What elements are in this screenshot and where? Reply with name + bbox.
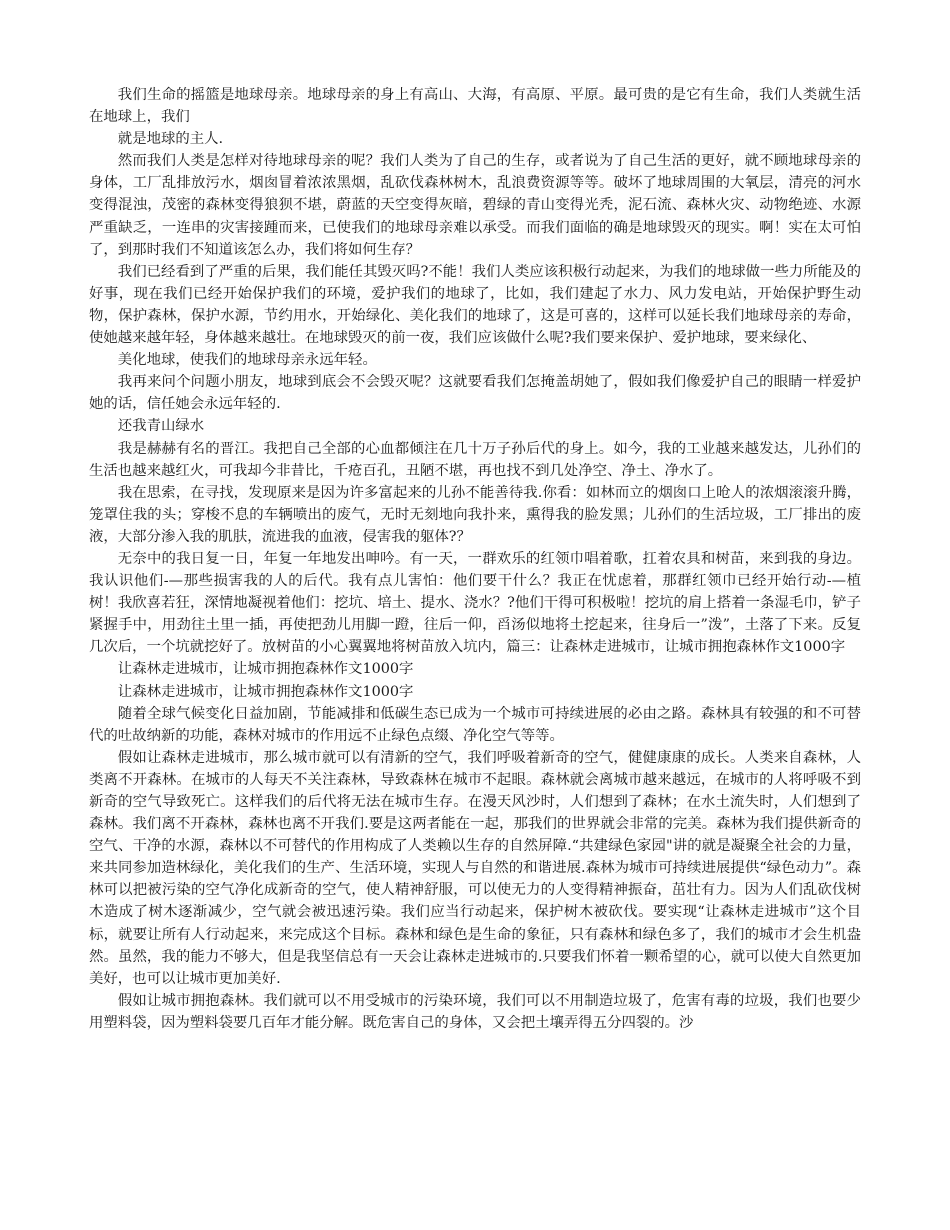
paragraph-forest-into-city: 假如让森林走进城市，那么城市就可以有清新的空气，我们呼吸着新奇的空气，健健康康的成长。人类来自森林，人类离不开森林。在城市的人每天不关注森林，导致森林在城市不起眼。森林就会离城市越来越远，在城市的人将呼吸不到新奇的空气导致死亡。这样我们的后代将无法在城市生存。在漫天风沙时，人们想到了森林；在水土流失时，人们想到了森林。我们离不开森林，森林也离不开我们.要是这两者能在一起，那我们的世界就会非常的完美。森林为我们提供新奇的空气、干净的水源，森林以不可替代的作用构成了人类赖以生存的自然屏障.“共建绿色家园"讲的就是凝聚全社会的力量，来共同参加造林绿化，美化我们的生产、生活环境，实现人与自然的和谐进展.森林为城市可持续进展提供“绿色动力”。森林可以把被污染的空气净化成新奇的空气，使人精神舒服，可以使无力的人变得精神振奋，茁壮有力。因为人们乱砍伐树木造成了树木逐渐减少，空气就会被迅速污染。我们应当行动起来，保护树木被砍伐。要实现“让森林走进城市”这个目标，就要让所有人行动起来，来完成这个目标。森林和绿色是生命的象征，只有森林和绿色多了，我们的城市才会生机盎然。虽然，我的能力不够大，但是我坚信总有一天会让森林走进城市的.只要我们怀着一颗希望的心，就可以使大自然更加美好，也可以让城市更加美好. — [89, 749, 861, 987]
paragraph-jinjiang: 我是赫赫有名的晋江。我把自己全部的心血都倾注在几十万子孙后代的身上。如今，我的工业越来越发达，儿孙们的生活也越来越红火，可我却今非昔比，千疮百孔，丑陋不堪，再也找不到几处净空、净土、净水了。 — [89, 440, 861, 479]
paragraph-earth-master: 就是地球的主人. — [117, 131, 224, 148]
paragraph-pollution: 我在思索，在寻找，发现原来是因为许多富起来的儿孙不能善待我.你看：如林而立的烟囱口上呛人的浓烟滚滚升腾，笼罩住我的头；穿梭不息的车辆喷出的废气，无时无刻地向我扑来，熏得我的脸发黑；儿孙们的生活垃圾，工厂排出的废液，大部分渗入我的肌肤，流进我的血液，侵害我的躯体?？ — [89, 484, 861, 545]
essay-title-2: 让森林走进城市，让城市拥抱森林作文1000字 — [117, 683, 414, 700]
paragraph-beautify-earth: 美化地球，使我们的地球母亲永远年轻。 — [117, 352, 377, 369]
essay-title-1: 让森林走进城市，让城市拥抱森林作文1000字 — [117, 661, 414, 678]
section-title-green-mountains: 还我青山绿水 — [117, 418, 205, 435]
paragraph-take-action: 我们已经看到了严重的后果，我们能任其毁灭吗?不能！我们人类应该积极行动起来，为我们的地球做一些力所能及的好事，现在我们已经开始保护我们的环境，爱护我们的地球了，比如，我们建起了水力、风力发电站，开始保护野生动物，保护森林，保护水源，节约用水，开始绿化、美化我们的地球了，这是可喜的，这样可以延长我们地球母亲的寿命，使她越来越年轻，身体越来越壮。在地球毁灭的前一夜，我们应该做什么呢?我们要来保护、爱护地球，要来绿化、 — [89, 263, 861, 347]
document-body — [89, 84, 861, 1034]
paragraph-planting-trees: 无奈中的我日复一日，年复一年地发出呻吟。有一天，一群欢乐的红领巾唱着歌，扛着农具和树苗，来到我的身边。我认识他们-—那些损害我的人的后代。我有点儿害怕：他们要干什么？我正在忧虑着，那群红领巾已经开始行动-—植树！我欣喜若狂，深情地凝视着他们：挖坑、培土、提水、浇水？?他们干得可积极啦！挖坑的肩上搭着一条湿毛巾，铲子紧握手中，用劲往土里一插，再使把劲儿用脚一蹬，往后一仰，舀汤似地将土挖起来，往身后一”泼”，土落了下来。反复几次后，一个坑就挖好了。放树苗的小心翼翼地将树苗放入坑内，篇三：让森林走进城市，让城市拥抱森林作文1000字 — [89, 550, 861, 656]
paragraph-climate-change: 随着全球气候变化日益加剧，节能减排和低碳生态已成为一个城市可持续进展的必由之路。森林具有较强的和不可替代的吐故纳新的功能，森林对城市的作用远不止绿色点缀、净化空气等等。 — [89, 705, 861, 744]
paragraph-city-embrace-forest: 假如让城市拥抱森林。我们就可以不用受城市的污染环境，我们可以不用制造垃圾了，危害有毒的垃圾，我们也要少用塑料袋，因为塑料袋要几百年才能分解。既危害自己的身体，又会把土壤弄得五分四裂的。沙 — [89, 992, 861, 1031]
paragraph-question: 我再来问个问题小朋友，地球到底会不会毁灭呢？这就要看我们怎掩盖胡她了，假如我们像爱护自己的眼睛一样爱护她的话，信任她会永远年轻的. — [89, 374, 861, 413]
paragraph-earth-cradle: 我们生命的摇篮是地球母亲。地球母亲的身上有高山、大海，有高原、平原。最可贵的是它有生命，我们人类就生活在地球上，我们 — [89, 87, 861, 126]
paragraph-human-damage: 然而我们人类是怎样对待地球母亲的呢？我们人类为了自己的生存，或者说为了自己生活的更好，就不顾地球母亲的身体，工厂乱排放污水，烟囱冒着浓浓黑烟，乱砍伐森林树木，乱浪费资源等等。破坏了地球周围的大氧层，清亮的河水变得混浊，茂密的森林变得狼狈不堪，蔚蓝的天空变得灰暗，碧绿的青山变得光秃，泥石流、森林火灾、动物绝迹、水源严重缺乏，一连串的灾害接踵而来，已使我们的地球母亲难以承受。而我们面临的确是地球毁灭的现实。啊！实在太可怕了，到那时我们不知道该怎么办，我们将如何生存？ — [89, 153, 861, 258]
